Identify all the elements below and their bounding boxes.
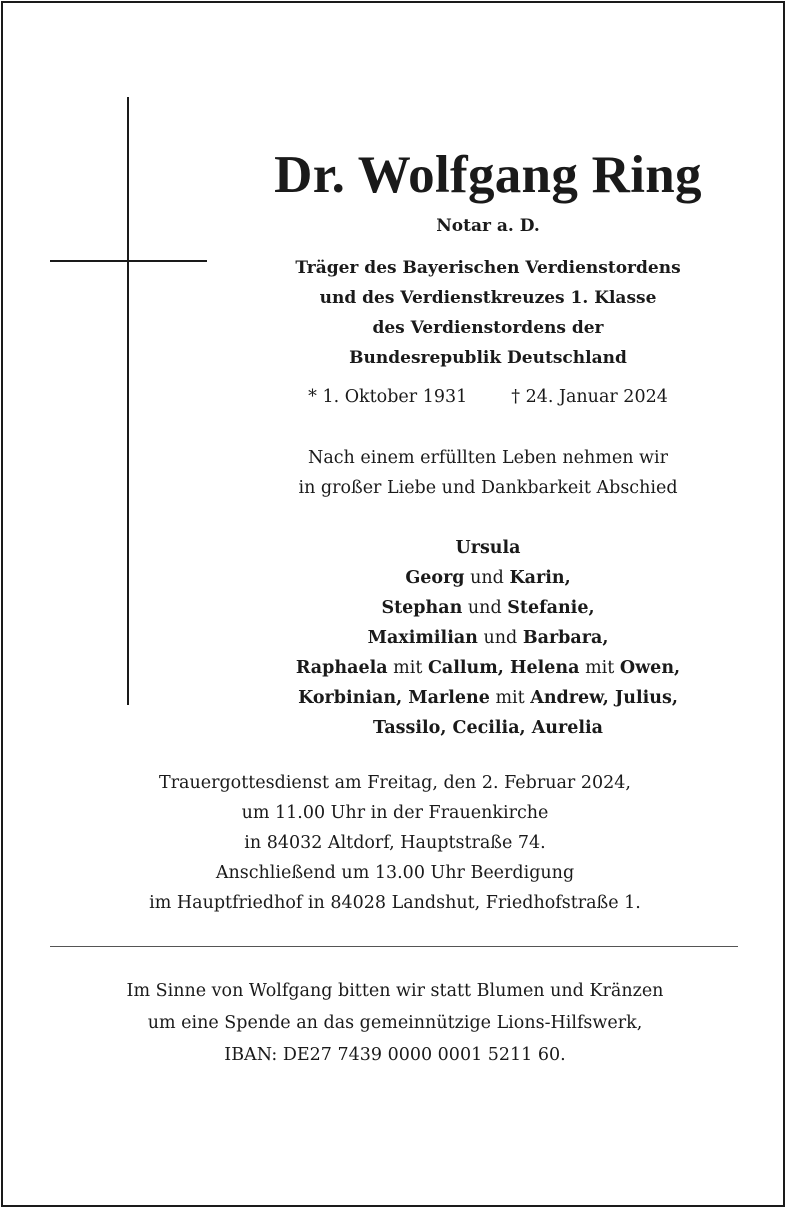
- honors-block: [238, 253, 738, 373]
- family-line: [238, 653, 738, 683]
- section-divider: [50, 946, 738, 947]
- service-line: im Hauptfriedhof in 84028 Landshut, Friedhofstraße 1.: [149, 893, 641, 913]
- donation-line: um eine Spende an das gemeinnützige Lions-Hilfswerk,: [147, 1013, 643, 1033]
- family-line: [238, 683, 738, 713]
- family-member: Andrew, Julius,: [530, 688, 678, 708]
- family-connector: mit: [585, 658, 615, 678]
- family-member: Georg: [405, 568, 465, 588]
- donation-line: Im Sinne von Wolfgang bitten wir statt Blumen und Kränzen: [126, 981, 664, 1001]
- honors-line: Bundesrepublik Deutschland: [349, 348, 627, 368]
- life-dates: [238, 383, 738, 411]
- family-list: [238, 533, 738, 743]
- farewell-text: [238, 443, 738, 503]
- family-connector: und: [483, 628, 518, 648]
- family-line: [238, 593, 738, 623]
- honors-line: des Verdienstordens der: [372, 318, 604, 338]
- cross-vertical-bar: [127, 97, 129, 705]
- service-line: Anschließend um 13.00 Uhr Beerdigung: [215, 863, 575, 883]
- honors-line: Träger des Bayerischen Verdienstordens: [295, 258, 681, 278]
- donation-line: IBAN: DE27 7439 0000 0001 5211 60.: [224, 1045, 566, 1065]
- service-line: Trauergottesdienst am Freitag, den 2. Februar 2024,: [159, 773, 631, 793]
- family-member: Karin,: [509, 568, 571, 588]
- family-line: [238, 713, 738, 743]
- family-member: Maximilian: [367, 628, 478, 648]
- deceased-title: Notar a. D.: [436, 216, 540, 236]
- family-member: Owen,: [619, 658, 681, 678]
- family-member: Stephan: [381, 598, 463, 618]
- deceased-name: Dr. Wolfgang Ring: [274, 146, 702, 204]
- donation-request: [20, 975, 770, 1071]
- family-connector: und: [467, 598, 502, 618]
- service-line: um 11.00 Uhr in der Frauenkirche: [241, 803, 549, 823]
- family-member: Ursula: [455, 538, 521, 558]
- family-line: [238, 533, 738, 563]
- farewell-line: Nach einem erfüllten Leben nehmen wir: [308, 448, 668, 468]
- death-date: † 24. Januar 2024: [511, 387, 668, 407]
- family-member: Stefanie,: [507, 598, 595, 618]
- birth-date: * 1. Oktober 1931: [308, 387, 468, 407]
- funeral-service-info: [20, 768, 770, 918]
- family-member: Raphaela: [295, 658, 388, 678]
- family-connector: mit: [495, 688, 525, 708]
- service-line: in 84032 Altdorf, Hauptstraße 74.: [244, 833, 546, 853]
- honors-line: und des Verdienstkreuzes 1. Klasse: [319, 288, 657, 308]
- family-connector: und: [470, 568, 504, 588]
- family-line: [238, 623, 738, 653]
- family-member: Tassilo, Cecilia, Aurelia: [372, 718, 604, 738]
- family-member: Korbinian, Marlene: [298, 688, 490, 708]
- farewell-line: in großer Liebe und Dankbarkeit Abschied: [298, 478, 678, 498]
- family-connector: mit: [393, 658, 423, 678]
- family-member: Callum, Helena: [427, 658, 580, 678]
- family-member: Barbara,: [522, 628, 609, 648]
- cross-horizontal-bar: [50, 260, 207, 262]
- family-line: [238, 563, 738, 593]
